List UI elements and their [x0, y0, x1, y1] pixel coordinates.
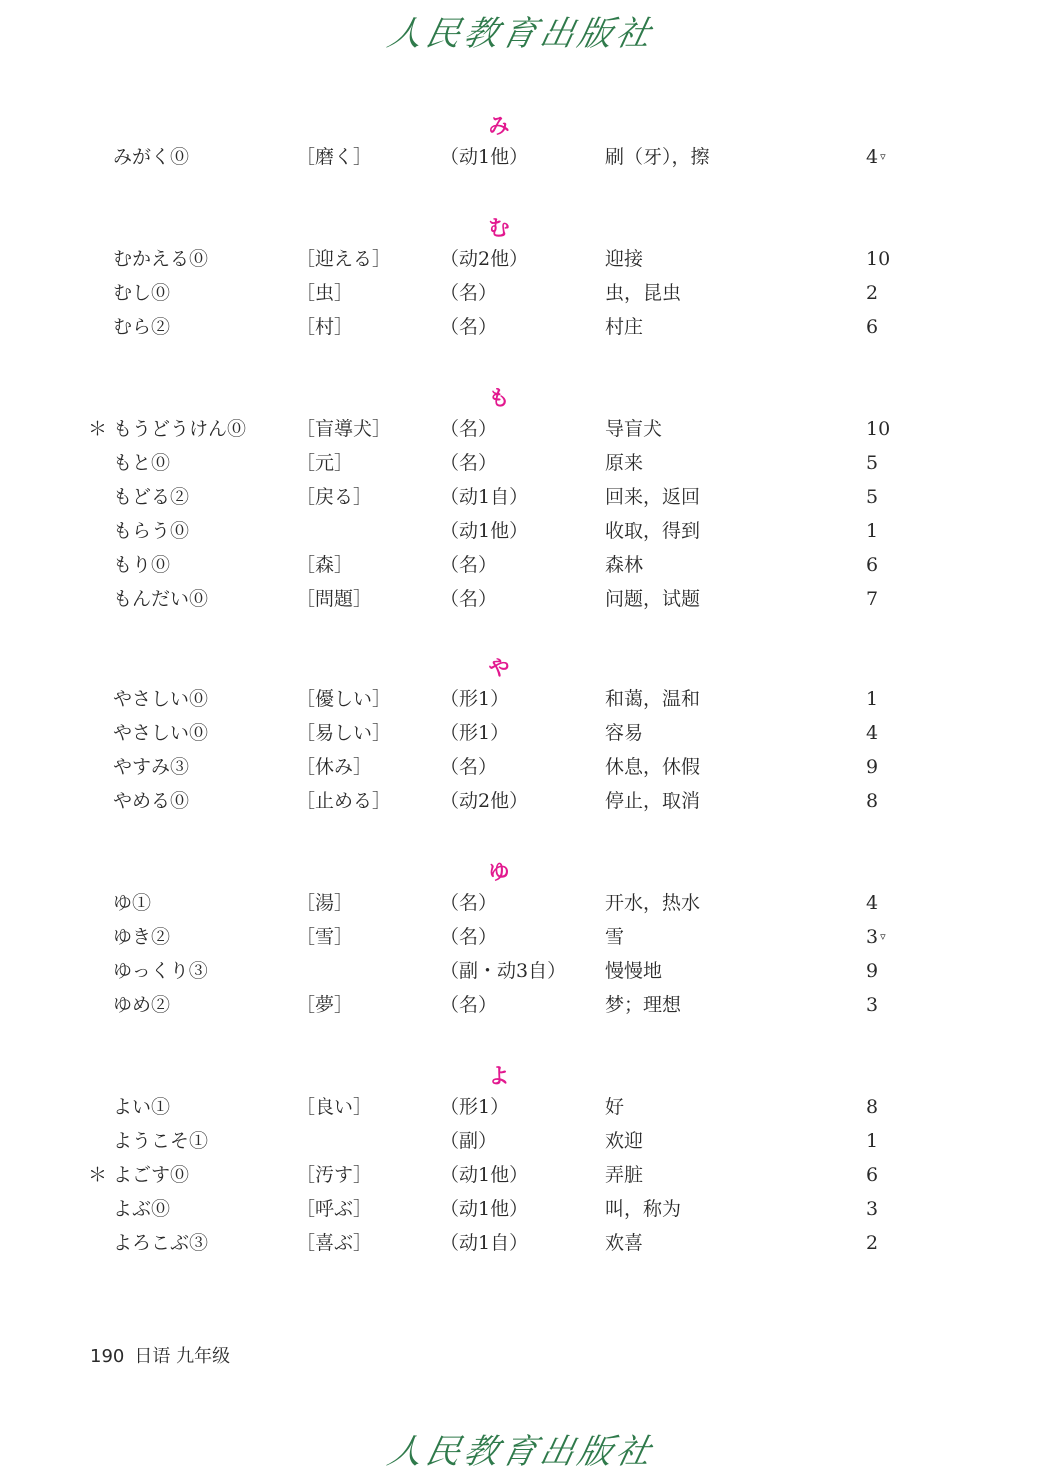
- kana-reading: もどる②: [113, 486, 190, 508]
- part-of-speech: （名）: [440, 926, 498, 948]
- kana-reading: やさしい⓪: [113, 722, 209, 744]
- section-heading: よ: [488, 1063, 510, 1088]
- kana-reading: ゆき②: [113, 926, 171, 948]
- part-of-speech: （名）: [440, 892, 498, 914]
- footer-logo-text: 人民教育出版社: [383, 1432, 659, 1472]
- section-heading: ゆ: [488, 859, 510, 884]
- kana-reading: もうどうけん⓪: [113, 418, 247, 440]
- meaning: 森林: [605, 554, 644, 576]
- meaning: 开水，热水: [605, 892, 701, 914]
- part-of-speech: （名）: [440, 588, 498, 610]
- section-heading: む: [488, 215, 510, 240]
- part-of-speech: （动1他）: [440, 1198, 529, 1220]
- meaning: 好: [605, 1096, 625, 1118]
- kanji-form: ［磨く］: [296, 146, 373, 168]
- vocab-row: [0, 276, 1043, 310]
- vocab-row: [0, 954, 1043, 988]
- vocab-row: [0, 886, 1043, 920]
- lesson-value: 3: [866, 994, 879, 1016]
- part-of-speech: （动1他）: [440, 1164, 529, 1186]
- kana-reading: やさしい⓪: [113, 688, 209, 710]
- vocab-row: [0, 140, 1043, 174]
- vocab-row: [0, 988, 1043, 1022]
- part-of-speech: （副）: [440, 1130, 498, 1152]
- vocab-row: [0, 1158, 1043, 1192]
- vocab-row: [0, 682, 1043, 716]
- lesson-number: [866, 920, 886, 954]
- lesson-value: 6: [866, 554, 879, 576]
- lesson-value: 9: [866, 756, 879, 778]
- lesson-number: [866, 140, 886, 174]
- part-of-speech: （名）: [440, 994, 498, 1016]
- header-logo-text: 人民教育出版社: [383, 14, 659, 54]
- lesson-value: 1: [866, 688, 879, 710]
- vocab-row: [0, 548, 1043, 582]
- kana-reading: むし⓪: [113, 282, 171, 304]
- lesson-number: [866, 480, 880, 514]
- lesson-value: 2: [866, 1232, 879, 1254]
- part-of-speech: （动1自）: [440, 486, 529, 508]
- lesson-value: 10: [866, 248, 891, 270]
- part-of-speech: （形1）: [440, 722, 510, 744]
- meaning: 雪: [605, 926, 625, 948]
- vocab-row: [0, 582, 1043, 616]
- header-logo: [0, 6, 1043, 55]
- meaning: 问题，试题: [605, 588, 701, 610]
- meaning: 叫，称为: [605, 1198, 682, 1220]
- part-of-speech: （名）: [440, 554, 498, 576]
- lesson-number: [866, 514, 880, 548]
- kana-reading: よろこぶ③: [113, 1232, 209, 1254]
- vocab-row: [0, 1090, 1043, 1124]
- kanji-form: ［問題］: [296, 588, 373, 610]
- part-of-speech: （名）: [440, 756, 498, 778]
- kana-reading: もり⓪: [113, 554, 171, 576]
- part-of-speech: （动2他）: [440, 248, 529, 270]
- meaning: 休息，休假: [605, 756, 701, 778]
- lesson-value: 1: [866, 1130, 879, 1152]
- lesson-value: 3: [866, 1198, 879, 1220]
- part-of-speech: （名）: [440, 452, 498, 474]
- kanji-form: ［森］: [296, 554, 354, 576]
- lesson-value: 5: [866, 486, 879, 508]
- lesson-number: [866, 750, 880, 784]
- kana-reading: よごす⓪: [113, 1164, 190, 1186]
- lesson-value: 4: [866, 892, 879, 914]
- lesson-number: [866, 1090, 880, 1124]
- lesson-value: 1: [866, 520, 879, 542]
- part-of-speech: （名）: [440, 316, 498, 338]
- section-heading: も: [488, 385, 510, 410]
- meaning: 梦；理想: [605, 994, 682, 1016]
- part-of-speech: （名）: [440, 418, 498, 440]
- meaning: 收取，得到: [605, 520, 701, 542]
- lesson-value: 5: [866, 452, 879, 474]
- kana-reading: むかえる⓪: [113, 248, 209, 270]
- kanji-form: ［良い］: [296, 1096, 373, 1118]
- meaning: 刷（牙），擦: [605, 146, 710, 168]
- kana-reading: ようこそ①: [113, 1130, 209, 1152]
- vocab-row: [0, 920, 1043, 954]
- meaning: 和蔼，温和: [605, 688, 701, 710]
- lesson-number: [866, 988, 880, 1022]
- kanji-form: ［止める］: [296, 790, 392, 812]
- page-number: 190: [90, 1346, 125, 1367]
- part-of-speech: （形1）: [440, 688, 510, 710]
- lesson-number: [866, 310, 880, 344]
- kana-reading: よぶ⓪: [113, 1198, 171, 1220]
- kana-reading: もらう⓪: [113, 520, 190, 542]
- vocab-row: [0, 310, 1043, 344]
- lesson-value: 6: [866, 316, 879, 338]
- meaning: 回来，返回: [605, 486, 701, 508]
- part-of-speech: （动1自）: [440, 1232, 529, 1254]
- lesson-number: [866, 1158, 880, 1192]
- kanji-form: ［迎える］: [296, 248, 392, 270]
- lesson-number: [866, 548, 880, 582]
- part-of-speech: （副・动3自）: [440, 960, 567, 982]
- kanji-form: ［夢］: [296, 994, 354, 1016]
- footer-logo: [0, 1424, 1043, 1473]
- kana-reading: もんだい⓪: [113, 588, 209, 610]
- part-of-speech: （动1他）: [440, 146, 529, 168]
- vocab-row: [0, 480, 1043, 514]
- kanji-form: ［虫］: [296, 282, 354, 304]
- part-of-speech: （动1他）: [440, 520, 529, 542]
- book-title: 日语 九年级: [134, 1346, 231, 1367]
- kana-reading: みがく⓪: [113, 146, 190, 168]
- lesson-number: [866, 716, 880, 750]
- lesson-value: 4: [866, 146, 879, 168]
- lesson-number: [866, 582, 880, 616]
- meaning: 欢迎: [605, 1130, 644, 1152]
- lesson-value: 7: [866, 588, 879, 610]
- kanji-form: ［休み］: [296, 756, 373, 778]
- meaning: 虫，昆虫: [605, 282, 682, 304]
- lesson-value: 3: [866, 926, 879, 948]
- kana-reading: やめる⓪: [113, 790, 190, 812]
- lesson-number: [866, 1192, 880, 1226]
- vocab-row: [0, 446, 1043, 480]
- lesson-number: [866, 276, 880, 310]
- page-footer: [90, 1342, 230, 1368]
- meaning: 导盲犬: [605, 418, 663, 440]
- triangle-icon: ▿: [880, 930, 886, 943]
- kanji-form: ［雪］: [296, 926, 354, 948]
- kanji-form: ［喜ぶ］: [296, 1232, 373, 1254]
- lesson-value: 2: [866, 282, 879, 304]
- kana-reading: もと⓪: [113, 452, 171, 474]
- kana-reading: ゆ①: [113, 892, 152, 914]
- lesson-number: [866, 242, 892, 276]
- part-of-speech: （形1）: [440, 1096, 510, 1118]
- kanji-form: ［呼ぶ］: [296, 1198, 373, 1220]
- lesson-number: [866, 446, 880, 480]
- kanji-form: ［村］: [296, 316, 354, 338]
- meaning: 停止，取消: [605, 790, 701, 812]
- lesson-number: [866, 1226, 880, 1260]
- lesson-value: 4: [866, 722, 879, 744]
- kanji-form: ［汚す］: [296, 1164, 373, 1186]
- vocab-row: [0, 1226, 1043, 1260]
- lesson-number: [866, 954, 880, 988]
- meaning: 村庄: [605, 316, 644, 338]
- kanji-form: ［盲導犬］: [296, 418, 392, 440]
- lesson-value: 10: [866, 418, 891, 440]
- kana-reading: よい①: [113, 1096, 171, 1118]
- meaning: 迎接: [605, 248, 644, 270]
- lesson-value: 9: [866, 960, 879, 982]
- meaning: 原来: [605, 452, 644, 474]
- kanji-form: ［元］: [296, 452, 354, 474]
- vocab-row: [0, 716, 1043, 750]
- meaning: 容易: [605, 722, 644, 744]
- lesson-number: [866, 682, 880, 716]
- lesson-value: 8: [866, 1096, 879, 1118]
- kanji-form: ［湯］: [296, 892, 354, 914]
- vocab-row: [0, 1192, 1043, 1226]
- vocab-row: [0, 412, 1043, 446]
- lesson-number: [866, 784, 880, 818]
- kana-reading: ゆっくり③: [113, 960, 208, 982]
- kana-reading: ゆめ②: [113, 994, 171, 1016]
- lesson-number: [866, 412, 892, 446]
- section-heading: み: [488, 113, 510, 138]
- kanji-form: ［易しい］: [296, 722, 392, 744]
- lesson-number: [866, 886, 880, 920]
- part-of-speech: （动2他）: [440, 790, 529, 812]
- meaning: 欢喜: [605, 1232, 644, 1254]
- lesson-number: [866, 1124, 880, 1158]
- lesson-value: 8: [866, 790, 879, 812]
- vocab-row: [0, 242, 1043, 276]
- meaning: 慢慢地: [605, 960, 663, 982]
- kanji-form: ［優しい］: [296, 688, 392, 710]
- star-mark: ＊: [88, 1164, 108, 1186]
- vocab-row: [0, 784, 1043, 818]
- vocab-row: [0, 514, 1043, 548]
- meaning: 弄脏: [605, 1164, 644, 1186]
- part-of-speech: （名）: [440, 282, 498, 304]
- section-heading: や: [488, 655, 510, 680]
- star-mark: ＊: [88, 418, 108, 440]
- lesson-value: 6: [866, 1164, 879, 1186]
- vocab-row: [0, 750, 1043, 784]
- vocab-row: [0, 1124, 1043, 1158]
- triangle-icon: ▿: [880, 150, 886, 163]
- kana-reading: むら②: [113, 316, 171, 338]
- kana-reading: やすみ③: [113, 756, 190, 778]
- kanji-form: ［戻る］: [296, 486, 373, 508]
